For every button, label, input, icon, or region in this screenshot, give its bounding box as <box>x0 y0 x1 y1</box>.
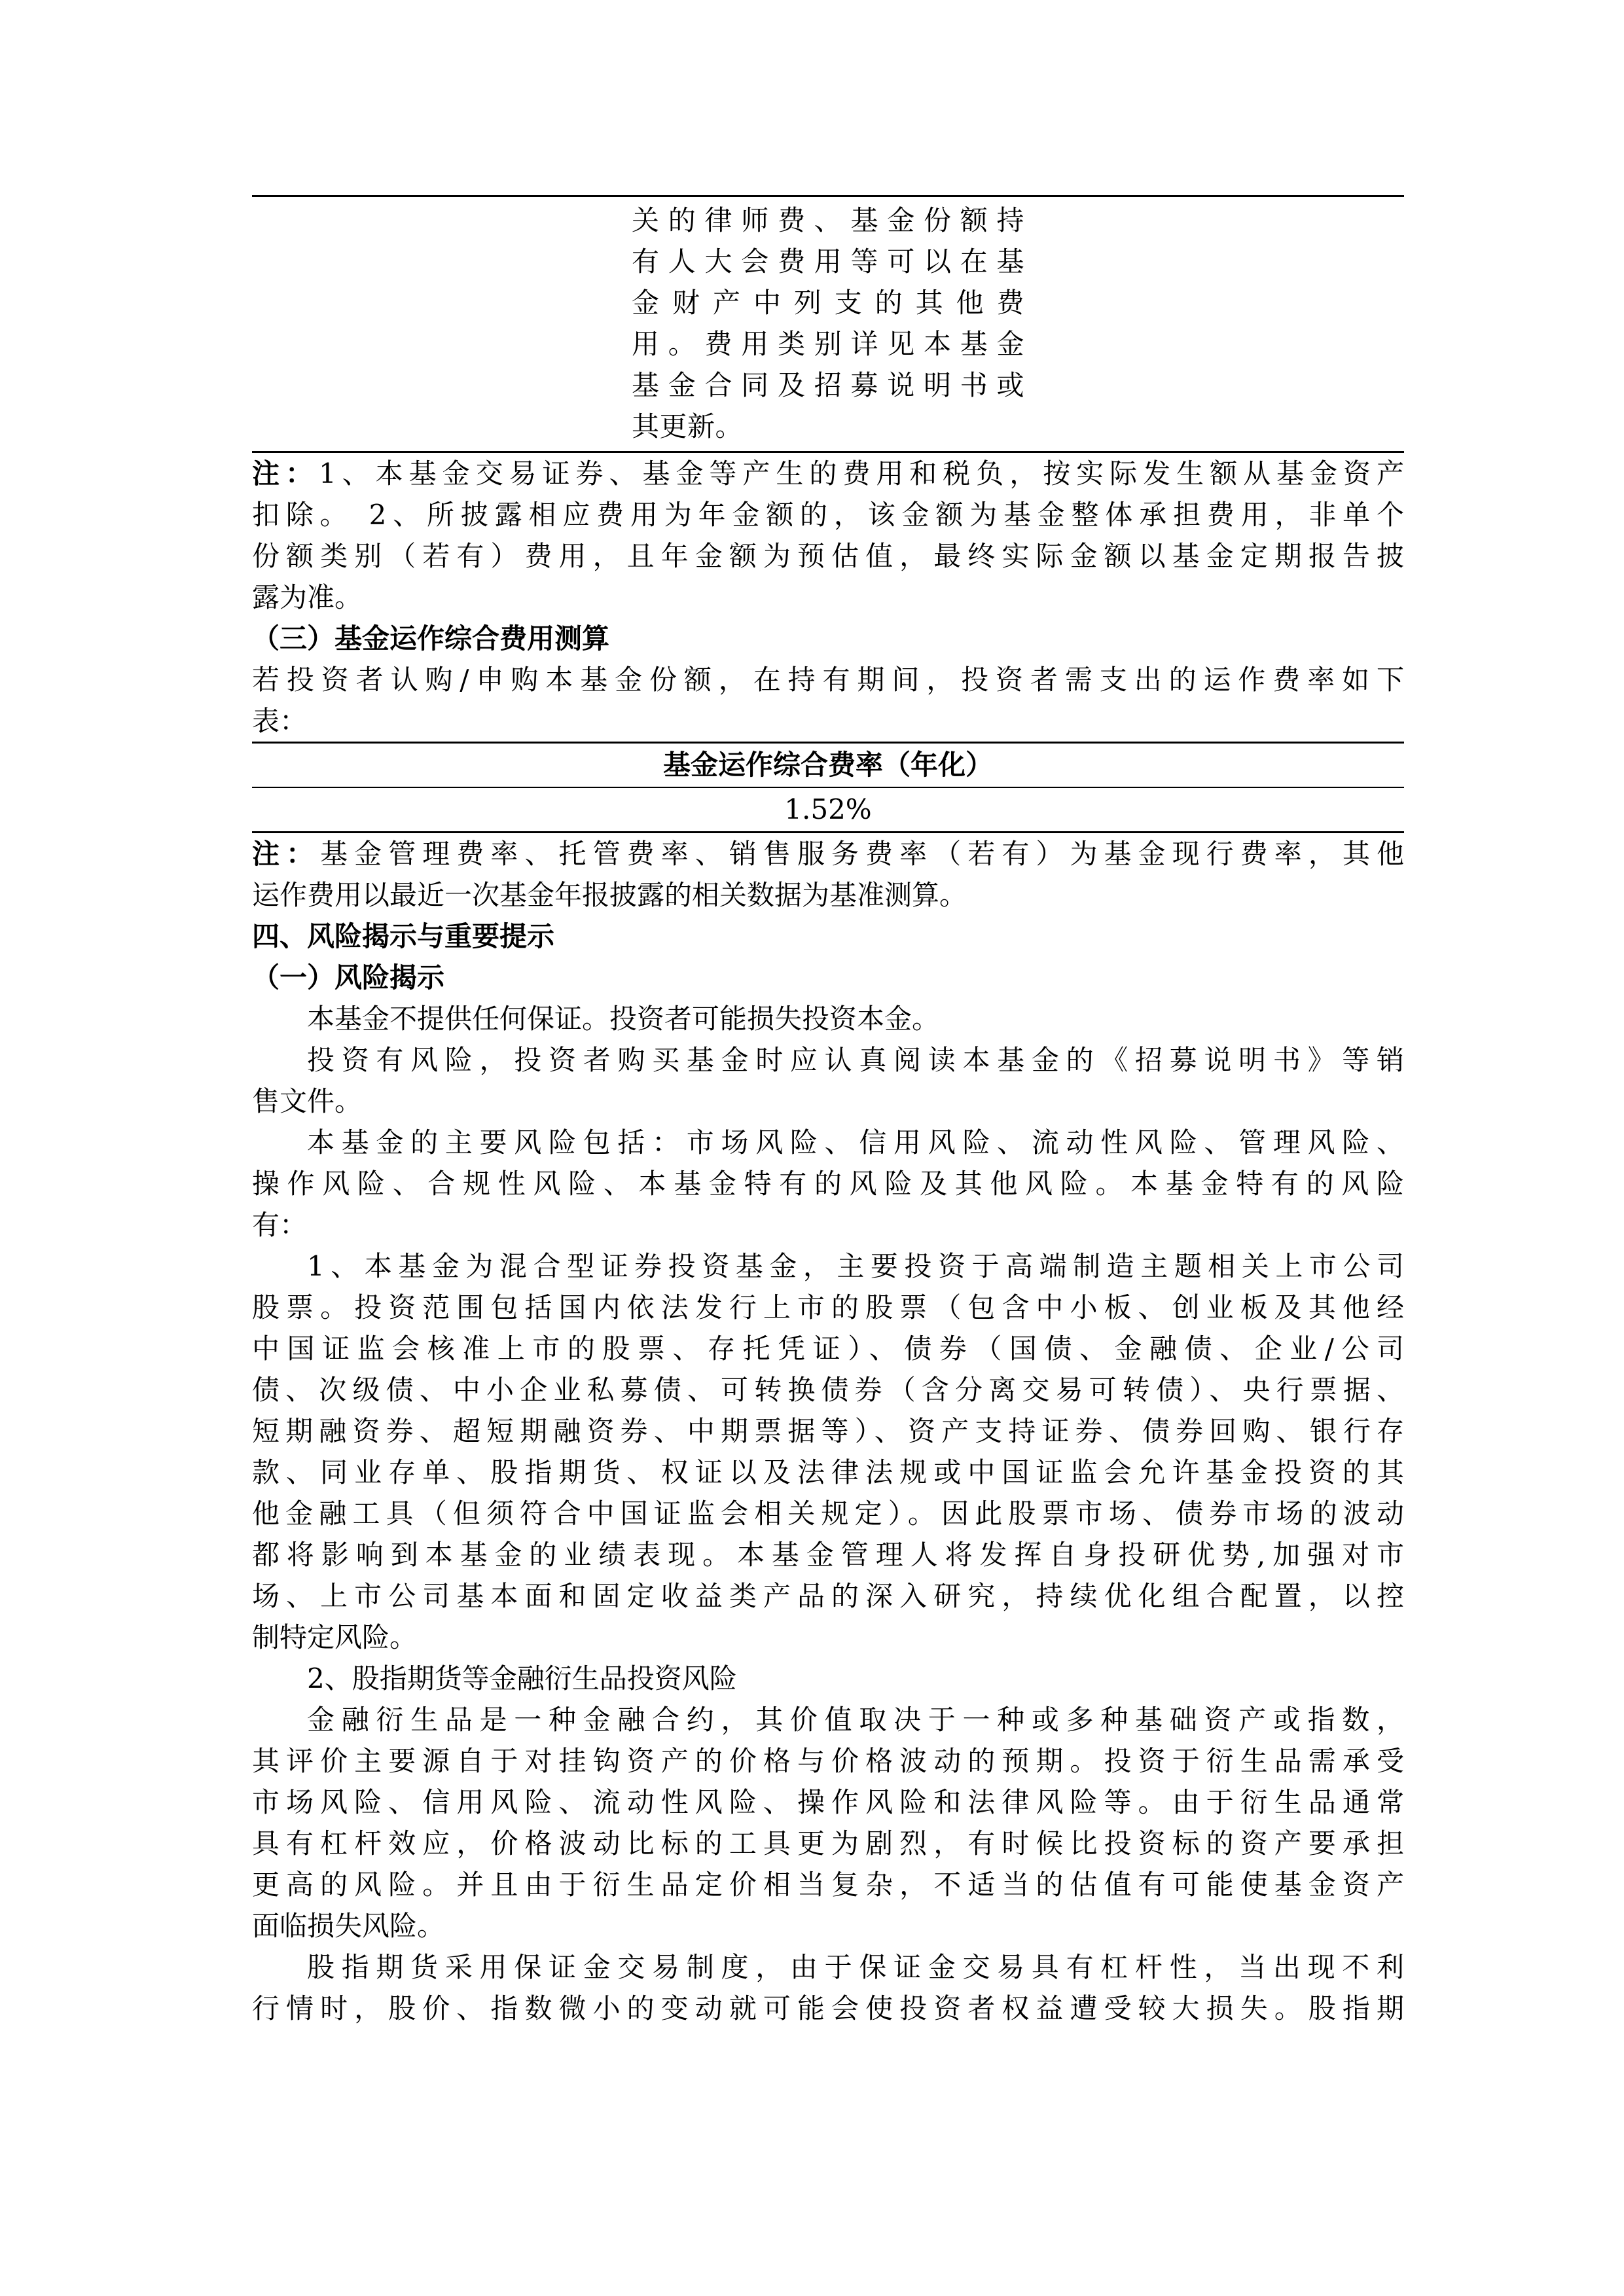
paragraph-line: 具有杠杆效应，价格波动比标的工具更为剧烈，有时候比投资标的资产要承担 <box>252 1827 1404 1859</box>
document-page <box>252 195 1404 2029</box>
paragraph-line: 更高的风险。并且由于衍生品定价相当复杂，不适当的估值有可能使基金资产 <box>252 1869 1404 1901</box>
note-2 <box>252 833 1404 916</box>
paragraph-line: 中国证监会核准上市的股票、存托凭证）、债券（国债、金融债、企业/公司 <box>252 1333 1404 1365</box>
paragraph-line: 股票。投资范围包括国内依法发行上市的股票（包含中小板、创业板及其他经 <box>252 1291 1404 1323</box>
section-3-heading: （三）基金运作综合费用测算 <box>252 622 610 655</box>
paragraph-line: 行情时，股价、指数微小的变动就可能会使投资者权益遭受较大损失。股指期 <box>252 1992 1404 2024</box>
paragraph-line: 款、同业存单、股指期货、权证以及法律法规或中国证监会允许基金投资的其 <box>252 1456 1404 1488</box>
paragraph-line: 投资有风险，投资者购买基金时应认真阅读本基金的《招募说明书》等销 <box>307 1044 1404 1076</box>
paragraph-line: 市场风险、信用风险、流动性风险、操作风险和法律风险等。由于衍生品通常 <box>252 1786 1404 1818</box>
paragraph-line: 场、上市公司基本面和固定收益类产品的深入研究，持续优化组合配置，以控 <box>252 1580 1404 1612</box>
fee-table-continuation-cell <box>252 197 1024 451</box>
fee-cell-line: 关的律师费、基金份额持 <box>632 204 1024 236</box>
fee-cell-line: 金财产中列支的其他费 <box>632 287 1024 319</box>
rate-table <box>252 742 1404 833</box>
paragraph-line: 面临损失风险。 <box>252 1910 445 1942</box>
rate-table-value: 1.52% <box>784 793 872 825</box>
section-4-heading: 四、风险揭示与重要提示 <box>252 920 555 952</box>
paragraph-line: 债、次级债、中小企业私募债、可转换债券（含分离交易可转债）、央行票据、 <box>252 1374 1404 1406</box>
rate-table-header: 基金运作综合费率（年化） <box>662 749 993 781</box>
paragraph-line: 股指期货采用保证金交易制度，由于保证金交易具有杠杆性，当出现不利 <box>307 1951 1404 1983</box>
note-line: 份额类别（若有）费用，且年金额为预估值，最终实际金额以基金定期报告披 <box>252 540 1404 572</box>
note-label: 注： <box>252 457 319 490</box>
fee-cell-line: 有人大会费用等可以在基 <box>632 245 1024 278</box>
fee-cell-line: 其更新。 <box>632 410 744 442</box>
paragraph-line: 制特定风险。 <box>252 1621 418 1653</box>
paragraph-line: 操作风险、合规性风险、本基金特有的风险及其他风险。本基金特有的风险 <box>252 1168 1404 1200</box>
paragraph-line: 有： <box>252 1209 308 1241</box>
paragraph-line: 他金融工具（但须符合中国证监会相关规定）。因此股票市场、债券市场的波动 <box>252 1498 1404 1530</box>
note-line: 1、本基金交易证券、基金等产生的费用和税负，按实际发生额从基金资产 <box>318 457 1404 490</box>
note-line: 运作费用以最近一次基金年报披露的相关数据为基准测算。 <box>252 879 967 911</box>
paragraph-line: 本基金的主要风险包括：市场风险、信用风险、流动性风险、管理风险、 <box>307 1126 1404 1158</box>
paragraph-line: 本基金不提供任何保证。投资者可能损失投资本金。 <box>307 1003 940 1035</box>
paragraph-line: 短期融资券、超短期融资券、中期票据等）、资产支持证券、债券回购、银行存 <box>252 1415 1404 1447</box>
paragraph-line: 都将影响到本基金的业绩表现。本基金管理人将发挥自身投研优势,加强对市 <box>252 1539 1404 1571</box>
section-4-subheading: （一）风险揭示 <box>252 961 445 994</box>
note-1 <box>252 453 1404 618</box>
paragraph-line: 其评价主要源自于对挂钩资产的价格与价格波动的预期。投资于衍生品需承受 <box>252 1745 1404 1777</box>
paragraph-line: 金融衍生品是一种金融合约，其价值取决于一种或多种基础资产或指数， <box>307 1704 1404 1736</box>
note-label: 注： <box>252 838 321 870</box>
paragraph-line: 2、股指期货等金融衍生品投资风险 <box>307 1662 737 1695</box>
section-3-intro-line: 表： <box>252 705 308 737</box>
section-3-intro-line: 若投资者认购/申购本基金份额，在持有期间，投资者需支出的运作费率如下 <box>252 664 1404 696</box>
paragraph-line: 售文件。 <box>252 1085 363 1117</box>
fee-cell-line: 基金合同及招募说明书或 <box>632 369 1024 401</box>
paragraph-line: 1、本基金为混合型证券投资基金，主要投资于高端制造主题相关上市公司 <box>307 1250 1404 1282</box>
note-line: 基金管理费率、托管费率、销售服务费率（若有）为基金现行费率，其他 <box>320 838 1404 870</box>
note-line: 露为准。 <box>252 581 363 613</box>
note-line: 扣除。 2、所披露相应费用为年金额的，该金额为基金整体承担费用，非单个 <box>252 499 1404 531</box>
fee-cell-line: 用。费用类别详见本基金 <box>632 328 1024 360</box>
